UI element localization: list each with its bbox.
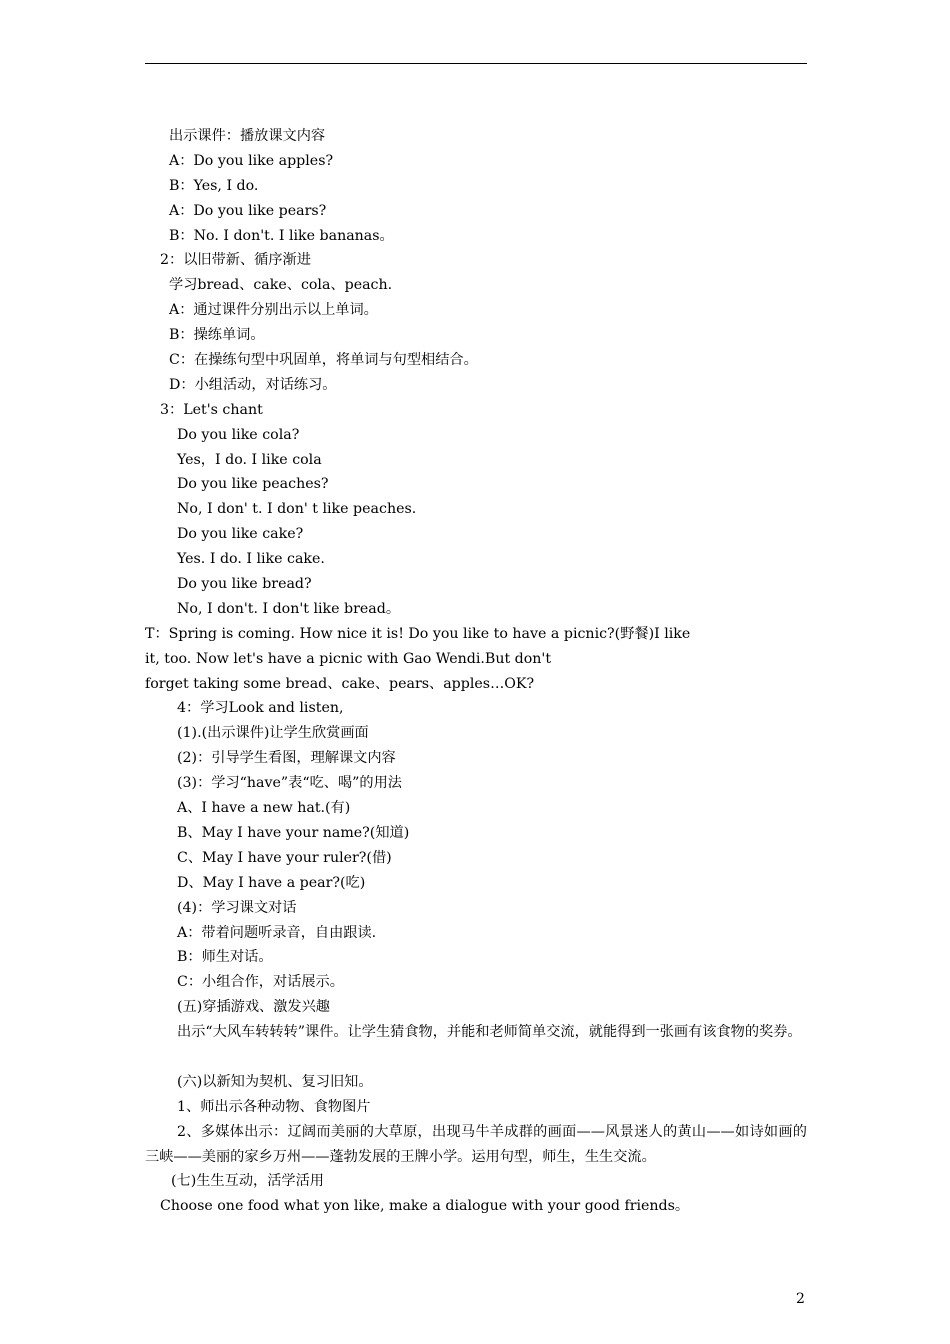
text-line: it, too. Now let's have a picnic with Gao Wendi.But don't xyxy=(145,650,552,667)
paragraph-text: 出示“大风车转转转”课件。让学生猜食物，并能和老师简单交流，就能得到一张画有该食物的奖券。 xyxy=(177,1024,802,1041)
text-line: (五)穿插游戏、激发兴趣 xyxy=(177,999,330,1016)
page-number: 2 xyxy=(796,1291,805,1307)
text-line: 出示课件：播放课文内容 xyxy=(169,128,326,144)
text-line: (3)：学习“have”表“吃、喝”的用法 xyxy=(177,775,402,792)
text-line: B：Yes, I do. xyxy=(169,177,259,194)
text-line: C：在操练句型中巩固单，将单词与句型相结合。 xyxy=(169,352,478,369)
block-a xyxy=(0,124,950,1020)
text-line: C、May I have your ruler?(借) xyxy=(177,849,392,866)
paragraph-text: 2、多媒体出示：辽阔而美丽的大草原，出现马牛羊成群的画面——风景迷人的黄山——如诗如画的三峡——美丽的家乡万州——蓬勃发展的王牌小学。运用句型，师生，生生交流。 xyxy=(145,1123,807,1165)
text-line: Yes，I do. I like cola xyxy=(177,451,322,468)
text-line: A：Do you like apples? xyxy=(169,152,334,169)
text-line: T：Spring is coming. How nice it is! Do you like to have a picnic?(野餐)I like xyxy=(145,625,691,642)
text-line: forget taking some bread、cake、pears、apples…OK? xyxy=(145,675,535,692)
text-line: D：小组活动，对话练习。 xyxy=(169,376,337,393)
block-c xyxy=(0,1169,950,1219)
text-line: B、May I have your name?(知道) xyxy=(177,824,410,841)
text-line: Do you like bread? xyxy=(177,576,312,593)
text-line: Yes. I do. I like cake. xyxy=(177,551,325,568)
text-line: A：Do you like pears? xyxy=(169,202,327,219)
text-line: A：通过课件分别出示以上单词。 xyxy=(169,302,378,319)
text-line: Do you like cola? xyxy=(177,426,300,443)
text-line: B：No. I don't. I like bananas。 xyxy=(169,227,394,244)
header-rule xyxy=(145,63,807,64)
document-body xyxy=(0,124,950,1219)
text-line: (4)：学习课文对话 xyxy=(177,899,297,916)
text-line: C：小组合作，对话展示。 xyxy=(177,974,344,991)
text-line: (七)生生互动，活学活用 xyxy=(171,1173,324,1190)
text-line: (2)：引导学生看图，理解课文内容 xyxy=(177,750,396,767)
text-line: 2：以旧带新、循序渐进 xyxy=(160,252,311,269)
text-line: B：操练单词。 xyxy=(169,327,265,344)
text-line: D、May I have a pear?(吃) xyxy=(177,874,366,891)
text-line: No, I don't. I don't like bread。 xyxy=(177,600,401,617)
text-line: A、I have a new hat.(有) xyxy=(177,800,351,817)
text-line: 学习bread、cake、cola、peach. xyxy=(169,277,393,294)
text-line: A：带着问题听录音，自由跟读. xyxy=(177,924,377,941)
text-line: Do you like cake? xyxy=(177,526,304,543)
text-line: No, I don' t. I don' t like peaches. xyxy=(177,501,417,518)
block-b xyxy=(0,1070,950,1120)
text-line: Choose one food what yon like, make a dialogue with your good friends。 xyxy=(160,1198,690,1215)
text-line: Do you like peaches? xyxy=(177,476,329,493)
paragraph-multimedia xyxy=(0,1120,950,1170)
text-line: (1).(出示课件)让学生欣赏画面 xyxy=(177,725,369,742)
text-line: (六)以新知为契机、复习旧知。 xyxy=(177,1073,373,1090)
text-line: 1、师出示各种动物、食物图片 xyxy=(177,1098,371,1115)
text-line: B：师生对话。 xyxy=(177,949,273,966)
text-line: 3：Let's chant xyxy=(160,401,263,418)
text-line: 4：学习Look and listen, xyxy=(177,700,344,717)
paragraph-prize xyxy=(0,1020,950,1070)
